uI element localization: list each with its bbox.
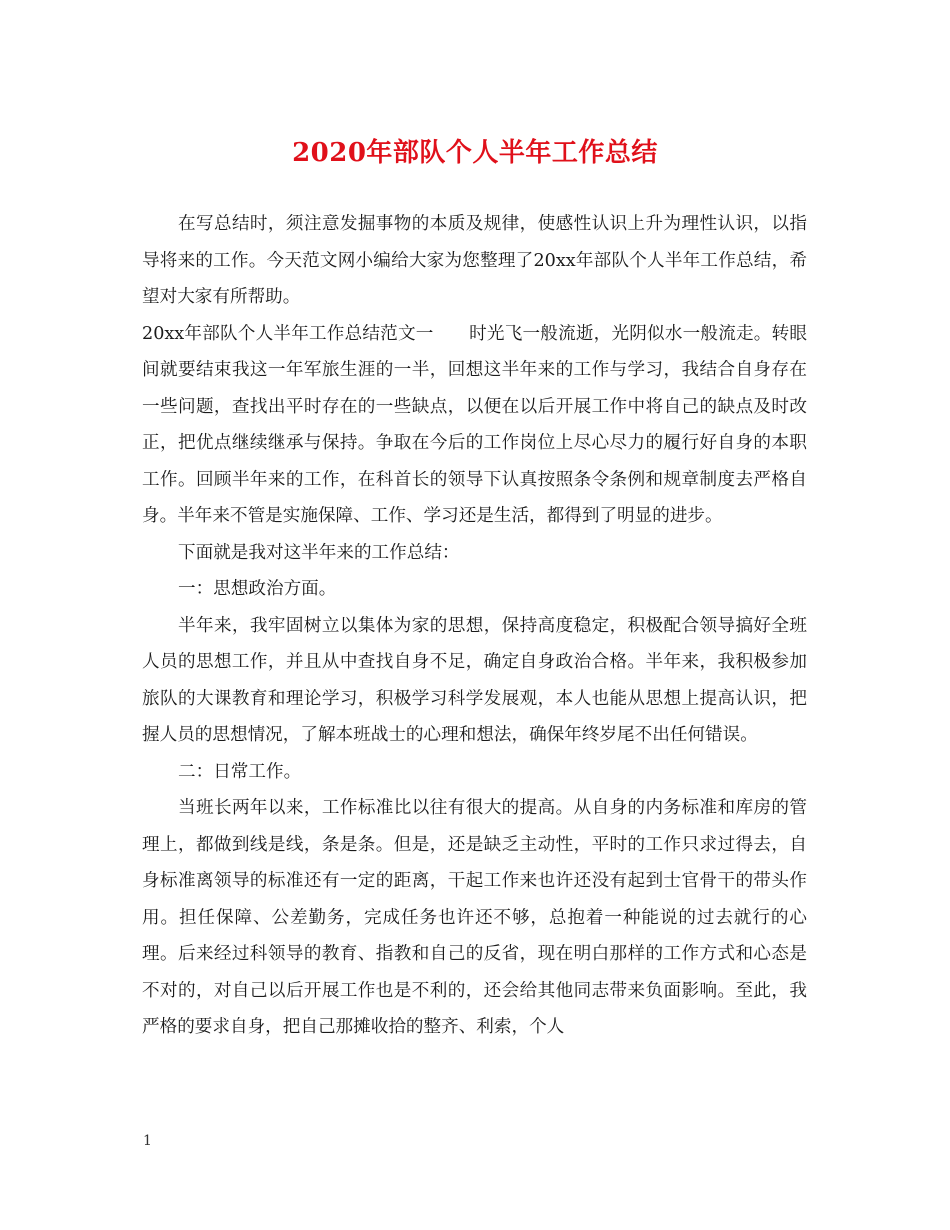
paragraph-daily-work: 当班长两年以来，工作标准比以往有很大的提高。从自身的内务标准和库房的管理上，都做到线是线，条是条。但是，还是缺乏主动性，平时的工作只求过得去，自身标准离领导的标准还有一定的距离，干起工作来也许还没有起到士官骨干的带头作用。担任保障、公差勤务，完成任务也许还不够，总抱着一种能说的过去就行的心理。后来经过科领导的教育、指教和自己的反省，现在明白那样的工作方式和心态是不对的，对自己以后开展工作也是不利的，还会给其他同志带来负面影响。至此，我严格的要求自身，把自己那摊收拾的整齐、利索，个人	[142, 798, 807, 1037]
page-number: 1	[143, 1133, 152, 1149]
paragraph-sample-one: 20xx年部队个人半年工作总结范文一 时光飞一般流逝，光阴似水一般流走。转眼间就要结束我这一年军旅生涯的一半，回想这半年来的工作与学习，我结合自身存在一些问题，查找出平时存在的一些缺点，以便在以后开展工作中将自己的缺点及时改正，把优点继续继承与保持。争取在今后的工作岗位上尽心尽力的履行好自身的本职工作。回顾半年来的工作，在科首长的领导下认真按照条令条例和规章制度去严格自身。半年来不管是实施保障、工作、学习还是生活，都得到了明显的进步。	[142, 323, 807, 526]
section-heading-daily-work: 二：日常工作。	[178, 761, 302, 782]
paragraph-intro: 在写总结时，须注意发掘事物的本质及规律，使感性认识上升为理性认识，以指导将来的工作。今天范文网小编给大家为您整理了20xx年部队个人半年工作总结，希望对大家有所帮助。	[142, 214, 807, 307]
paragraph-summary-lead: 下面就是我对这半年来的工作总结：	[178, 542, 460, 563]
section-heading-ideology: 一：思想政治方面。	[178, 579, 337, 599]
document-title: 2020年部队个人半年工作总结	[292, 138, 658, 168]
document-body	[142, 206, 807, 1046]
paragraph-ideology: 半年来，我牢固树立以集体为家的思想，保持高度稳定，积极配合领导搞好全班人员的思想工作，并且从中查找自身不足，确定自身政治合格。半年来，我积极参加旅队的大课教育和理论学习，积极学习科学发展观，本人也能从思想上提高认识，把握人员的思想情况，了解本班战士的心理和想法，确保年终岁尾不出任何错误。	[142, 615, 807, 745]
